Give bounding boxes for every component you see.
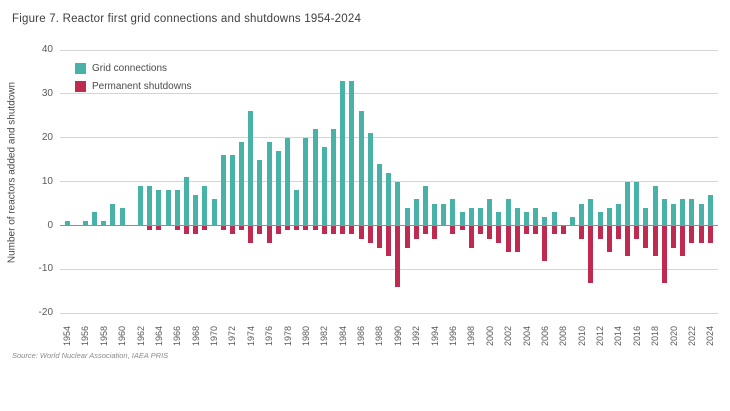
x-tick-label-2016: 2016 xyxy=(631,325,642,347)
bar-shutdowns-1982 xyxy=(322,226,327,235)
bar-shutdowns-1991 xyxy=(405,226,410,248)
bar-shutdowns-2005 xyxy=(533,226,538,235)
bar-shutdowns-2010 xyxy=(579,226,584,239)
bar-shutdowns-1966 xyxy=(175,226,180,230)
bar-connections-1970 xyxy=(212,199,217,225)
bar-connections-1979 xyxy=(294,190,299,225)
bar-shutdowns-1975 xyxy=(257,226,262,235)
x-tick-label-1978: 1978 xyxy=(282,325,293,347)
bar-shutdowns-2001 xyxy=(496,226,501,244)
x-tick-label-2000: 2000 xyxy=(484,325,495,347)
bar-connections-1967 xyxy=(184,177,189,225)
x-tick-label-1990: 1990 xyxy=(392,325,403,347)
bar-connections-1966 xyxy=(175,190,180,225)
bar-shutdowns-2024 xyxy=(708,226,713,244)
x-tick-label-2018: 2018 xyxy=(650,325,661,347)
x-tick-label-1958: 1958 xyxy=(98,325,109,347)
x-tick-label-1962: 1962 xyxy=(135,325,146,347)
bar-shutdowns-1969 xyxy=(202,226,207,230)
bar-shutdowns-1985 xyxy=(349,226,354,235)
bar-shutdowns-1977 xyxy=(276,226,281,235)
bar-shutdowns-2015 xyxy=(625,226,630,257)
x-tick-label-1984: 1984 xyxy=(337,325,348,347)
bar-connections-1968 xyxy=(193,195,198,226)
bar-connections-2010 xyxy=(579,204,584,226)
x-tick-label-2002: 2002 xyxy=(503,325,514,347)
bar-shutdowns-1993 xyxy=(423,226,428,235)
bar-shutdowns-2017 xyxy=(643,226,648,248)
bar-shutdowns-2016 xyxy=(634,226,639,239)
bar-shutdowns-2021 xyxy=(680,226,685,257)
bar-shutdowns-2014 xyxy=(616,226,621,239)
bar-connections-2013 xyxy=(607,208,612,226)
permanent-shutdowns-swatch-icon xyxy=(75,81,86,92)
grid-connections-swatch-icon xyxy=(75,63,86,74)
bar-shutdowns-1987 xyxy=(368,226,373,244)
bar-connections-2021 xyxy=(680,199,685,225)
bar-connections-1995 xyxy=(441,204,446,226)
y-tick-label--10: -10 xyxy=(38,263,53,275)
bar-connections-2006 xyxy=(542,217,547,226)
bar-connections-2002 xyxy=(506,199,511,225)
x-tick-label-1972: 1972 xyxy=(227,325,238,347)
bar-shutdowns-1996 xyxy=(450,226,455,235)
bar-shutdowns-2007 xyxy=(552,226,557,235)
bar-shutdowns-1972 xyxy=(230,226,235,235)
x-tick-label-1982: 1982 xyxy=(319,325,330,347)
bar-connections-2004 xyxy=(524,212,529,225)
bar-shutdowns-1989 xyxy=(386,226,391,257)
bar-connections-1964 xyxy=(156,190,161,225)
x-tick-label-1956: 1956 xyxy=(80,325,91,347)
bar-shutdowns-2006 xyxy=(542,226,547,261)
y-tick-label-40: 40 xyxy=(41,44,53,56)
bar-connections-2016 xyxy=(634,182,639,226)
bar-connections-1994 xyxy=(432,204,437,226)
bar-shutdowns-1964 xyxy=(156,226,161,230)
bar-connections-1954 xyxy=(65,221,70,225)
bar-connections-1990 xyxy=(395,182,400,226)
bar-connections-1987 xyxy=(368,133,373,225)
bar-shutdowns-1976 xyxy=(267,226,272,244)
x-tick-label-1954: 1954 xyxy=(62,325,72,347)
bar-connections-1989 xyxy=(386,173,391,226)
bar-shutdowns-2000 xyxy=(487,226,492,239)
bar-connections-2019 xyxy=(662,199,667,225)
bar-shutdowns-1968 xyxy=(193,226,198,235)
bar-connections-1981 xyxy=(313,129,318,226)
chart-title: Figure 7. Reactor first grid connections and shutdowns 1954-2024 xyxy=(12,13,362,25)
legend-item-permanent-shutdowns xyxy=(75,81,192,92)
x-tick-label-1974: 1974 xyxy=(245,325,256,347)
x-tick-label-2008: 2008 xyxy=(558,325,569,347)
bar-shutdowns-1988 xyxy=(377,226,382,248)
x-tick-label-1992: 1992 xyxy=(411,325,422,347)
bar-shutdowns-1990 xyxy=(395,226,400,287)
bar-connections-1980 xyxy=(303,138,308,226)
bar-connections-2012 xyxy=(598,212,603,225)
x-tick-label-1998: 1998 xyxy=(466,325,477,347)
bar-connections-1983 xyxy=(331,129,336,226)
x-tick-label-1988: 1988 xyxy=(374,325,385,347)
bar-connections-1984 xyxy=(340,81,345,226)
bar-connections-1969 xyxy=(202,186,207,226)
bar-shutdowns-1963 xyxy=(147,226,152,230)
gridline-30 xyxy=(60,93,718,94)
legend-label-permanent-shutdowns: Permanent shutdowns xyxy=(92,81,192,92)
bar-connections-1977 xyxy=(276,151,281,226)
bar-connections-2015 xyxy=(625,182,630,226)
legend-item-grid-connections xyxy=(75,63,192,74)
bar-connections-1971 xyxy=(221,155,226,225)
bar-shutdowns-2023 xyxy=(699,226,704,244)
bar-connections-1962 xyxy=(138,186,143,226)
x-tick-label-1966: 1966 xyxy=(172,325,183,347)
bar-shutdowns-1983 xyxy=(331,226,336,235)
y-axis-label: Number of reactors added and shutdown xyxy=(6,81,18,264)
bar-connections-1991 xyxy=(405,208,410,226)
bar-connections-1997 xyxy=(460,212,465,225)
x-tick-label-2010: 2010 xyxy=(576,325,587,347)
bar-shutdowns-1994 xyxy=(432,226,437,239)
bar-shutdowns-1978 xyxy=(285,226,290,230)
bar-connections-2022 xyxy=(689,199,694,225)
x-tick-label-1960: 1960 xyxy=(117,325,128,347)
x-tick-label-1986: 1986 xyxy=(356,325,367,347)
bar-connections-2011 xyxy=(588,199,593,225)
bar-connections-1972 xyxy=(230,155,235,225)
bar-connections-1993 xyxy=(423,186,428,226)
bar-connections-1973 xyxy=(239,142,244,225)
bar-shutdowns-2003 xyxy=(515,226,520,252)
x-tick-label-1996: 1996 xyxy=(447,325,458,347)
bar-shutdowns-1986 xyxy=(359,226,364,239)
bar-shutdowns-1984 xyxy=(340,226,345,235)
bar-connections-1975 xyxy=(257,160,262,226)
bar-connections-1958 xyxy=(101,221,106,225)
bar-connections-2007 xyxy=(552,212,557,225)
source-note: Source: World Nuclear Association, IAEA PRIS xyxy=(12,351,169,360)
y-tick-label-0: 0 xyxy=(47,219,53,231)
bar-shutdowns-2018 xyxy=(653,226,658,257)
x-tick-label-1994: 1994 xyxy=(429,325,440,347)
y-tick-label-20: 20 xyxy=(41,131,53,143)
bar-connections-1986 xyxy=(359,111,364,225)
bar-connections-2001 xyxy=(496,212,501,225)
bar-connections-1965 xyxy=(166,190,171,225)
bar-shutdowns-1992 xyxy=(414,226,419,239)
bar-shutdowns-2012 xyxy=(598,226,603,239)
bar-connections-2018 xyxy=(653,186,658,226)
bar-connections-2020 xyxy=(671,204,676,226)
bar-connections-2017 xyxy=(643,208,648,226)
bar-connections-2023 xyxy=(699,204,704,226)
bar-connections-2014 xyxy=(616,204,621,226)
y-tick-label--20: -20 xyxy=(38,307,53,319)
gridline--10 xyxy=(60,269,718,270)
legend-label-grid-connections: Grid connections xyxy=(92,63,168,74)
y-tick-label-30: 30 xyxy=(41,87,53,99)
bar-connections-2003 xyxy=(515,208,520,226)
bar-shutdowns-2002 xyxy=(506,226,511,252)
bar-connections-1959 xyxy=(110,204,115,226)
x-tick-label-2012: 2012 xyxy=(595,325,606,347)
x-tick-label-2024: 2024 xyxy=(705,325,716,347)
bar-shutdowns-2022 xyxy=(689,226,694,244)
bar-connections-2024 xyxy=(708,195,713,226)
x-tick-label-1976: 1976 xyxy=(264,325,275,347)
x-tick-label-2020: 2020 xyxy=(668,325,679,347)
bar-shutdowns-2011 xyxy=(588,226,593,283)
bar-shutdowns-2019 xyxy=(662,226,667,283)
x-tick-label-2014: 2014 xyxy=(613,325,624,347)
gridline--20 xyxy=(60,313,718,314)
bar-connections-1992 xyxy=(414,199,419,225)
bar-shutdowns-1971 xyxy=(221,226,226,230)
x-tick-label-2022: 2022 xyxy=(686,325,697,347)
x-tick-label-1980: 1980 xyxy=(300,325,311,347)
gridline-40 xyxy=(60,50,718,51)
bar-connections-1988 xyxy=(377,164,382,225)
bar-shutdowns-1999 xyxy=(478,226,483,235)
x-tick-label-1970: 1970 xyxy=(209,325,220,347)
x-tick-label-2006: 2006 xyxy=(539,325,550,347)
bar-connections-1999 xyxy=(478,208,483,226)
bar-connections-1978 xyxy=(285,138,290,226)
y-tick-label-10: 10 xyxy=(41,175,53,187)
bar-shutdowns-1979 xyxy=(294,226,299,230)
bar-connections-1982 xyxy=(322,147,327,226)
bar-shutdowns-1973 xyxy=(239,226,244,230)
bar-shutdowns-1974 xyxy=(248,226,253,244)
x-tick-label-1968: 1968 xyxy=(190,325,201,347)
bar-shutdowns-1981 xyxy=(313,226,318,230)
bar-connections-1974 xyxy=(248,111,253,225)
bar-shutdowns-1980 xyxy=(303,226,308,230)
bar-connections-1998 xyxy=(469,208,474,226)
bar-connections-1957 xyxy=(92,212,97,225)
bar-shutdowns-1997 xyxy=(460,226,465,230)
x-tick-label-1964: 1964 xyxy=(153,325,164,347)
bar-shutdowns-2008 xyxy=(561,226,566,235)
bar-connections-2005 xyxy=(533,208,538,226)
bar-shutdowns-2004 xyxy=(524,226,529,235)
bar-connections-1956 xyxy=(83,221,88,225)
x-tick-label-2004: 2004 xyxy=(521,325,532,347)
bar-shutdowns-2013 xyxy=(607,226,612,252)
bar-connections-2009 xyxy=(570,217,575,226)
bar-connections-1960 xyxy=(120,208,125,226)
bar-connections-1996 xyxy=(450,199,455,225)
bar-shutdowns-2020 xyxy=(671,226,676,248)
bar-connections-1976 xyxy=(267,142,272,225)
bar-connections-2000 xyxy=(487,199,492,225)
bar-connections-1985 xyxy=(349,81,354,226)
bar-shutdowns-1967 xyxy=(184,226,189,235)
gridline-20 xyxy=(60,137,718,138)
bar-shutdowns-1998 xyxy=(469,226,474,248)
bar-connections-1963 xyxy=(147,186,152,226)
